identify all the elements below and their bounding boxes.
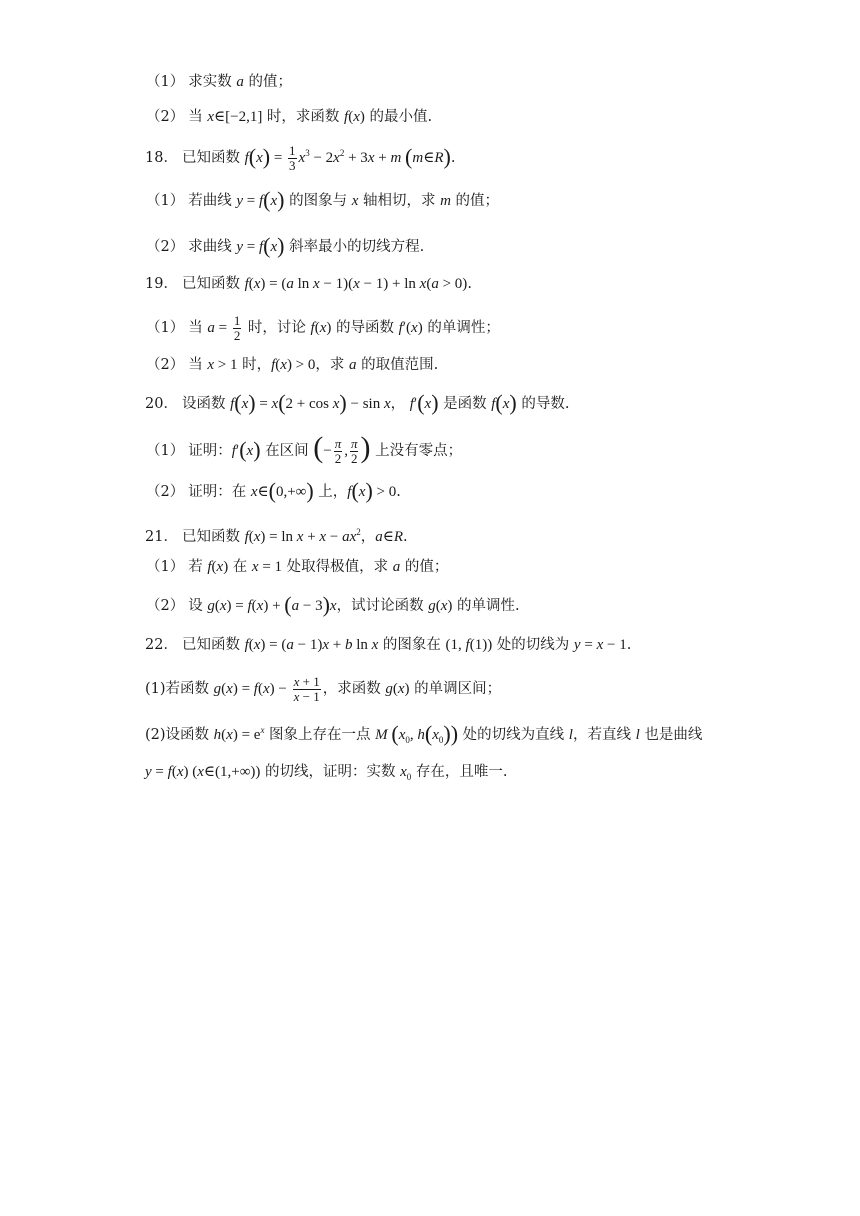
- question-21-stem: 21． 已知函数 $f(x) = \ln x + x - ax^2$，a∈R.: [145, 527, 408, 545]
- question-number: 20．: [145, 396, 178, 412]
- part-number: (2): [145, 727, 166, 743]
- question-18-part-2: （2） 求曲线 y = f(x) 斜率最小的切线方程.: [146, 233, 425, 258]
- question-20-stem: 20． 设函数 f(x) = x(2 + cos x) − sin x， f′(x) 是函数 f(x) 的导数.: [145, 390, 570, 415]
- question-22-part-1: (1)若函数 g(x) = f(x) − $\frac{x + 1}{x - 1}$ ，求函数 g(x) 的单调区间；: [145, 674, 502, 704]
- question-number: 21．: [145, 529, 178, 545]
- question-21-part-1: （1） 若 f(x) 在 x = 1 处取得极值，求 a 的值；: [146, 559, 449, 575]
- part-number: （2）: [146, 239, 185, 255]
- part-number: （1）: [146, 74, 185, 90]
- question-20-part-1: （1） 证明：f′(x) 在区间 (− $\frac{\pi}{2}$ , $\frac{\pi}{2}$ ) 上没有零点；: [146, 430, 463, 466]
- question-18-part-1: （1） 若曲线 y = f(x) 的图象与 x 轴相切，求 m 的值；: [146, 187, 500, 212]
- question-17-part-2: （2） 当 x∈[−2,1] 时，求函数 f(x) 的最小值.: [146, 109, 433, 125]
- question-22-part-2-continued: y = f(x) (x∈(1,+∞)) 的切线，证明：实数 $x_0$ 存在，且唯一.: [145, 764, 508, 782]
- part-number: （2）: [146, 484, 185, 500]
- part-number: （1）: [146, 559, 185, 575]
- part-number: （1）: [146, 442, 185, 459]
- part-number: （2）: [146, 598, 185, 614]
- question-number: 18．: [145, 150, 178, 166]
- question-17-part-1: （1） 求实数 a 的值；: [146, 74, 292, 90]
- question-number: 19．: [145, 276, 178, 292]
- part-number: (1): [145, 680, 166, 697]
- question-18-stem: 18． 已知函数 f(x) = $\frac{1}{3}$ $x^3 - 2x^2 + 3x + m$ (m∈R).: [145, 143, 456, 174]
- question-19-part-2: （2） 当 x > 1 时，f(x) > 0，求 a 的取值范围.: [146, 357, 439, 373]
- question-19-part-1: （1） 当 a = $\frac{1}{2}$ 时，讨论 f(x) 的导函数 f′(x) 的单调性；: [146, 313, 500, 343]
- question-22-part-2: (2)设函数 $h(x) = e^x$ 图象上存在一点 M ($x_0$, $h(x_0)$) 处的切线为直线 l，若直线 l 也是曲线: [145, 721, 703, 746]
- question-number: 22．: [145, 637, 178, 653]
- part-number: （2）: [146, 109, 185, 125]
- question-20-part-2: （2） 证明：在 x∈(0,+∞) 上，f(x) > 0.: [146, 478, 401, 503]
- part-number: （2）: [146, 357, 185, 373]
- part-number: （1）: [146, 319, 185, 336]
- question-21-part-2: （2） 设 g(x) = f(x) + (a − 3)x，试讨论函数 g(x) 的单调性.: [146, 592, 520, 617]
- question-22-stem: 22． 已知函数 f(x) = (a − 1)x + b ln x 的图象在 (1, f(1)) 处的切线为 y = x − 1.: [145, 637, 632, 653]
- part-number: （1）: [146, 193, 185, 209]
- question-19-stem: 19． 已知函数 f(x) = (a ln x − 1)(x − 1) + ln x(a > 0).: [145, 276, 472, 292]
